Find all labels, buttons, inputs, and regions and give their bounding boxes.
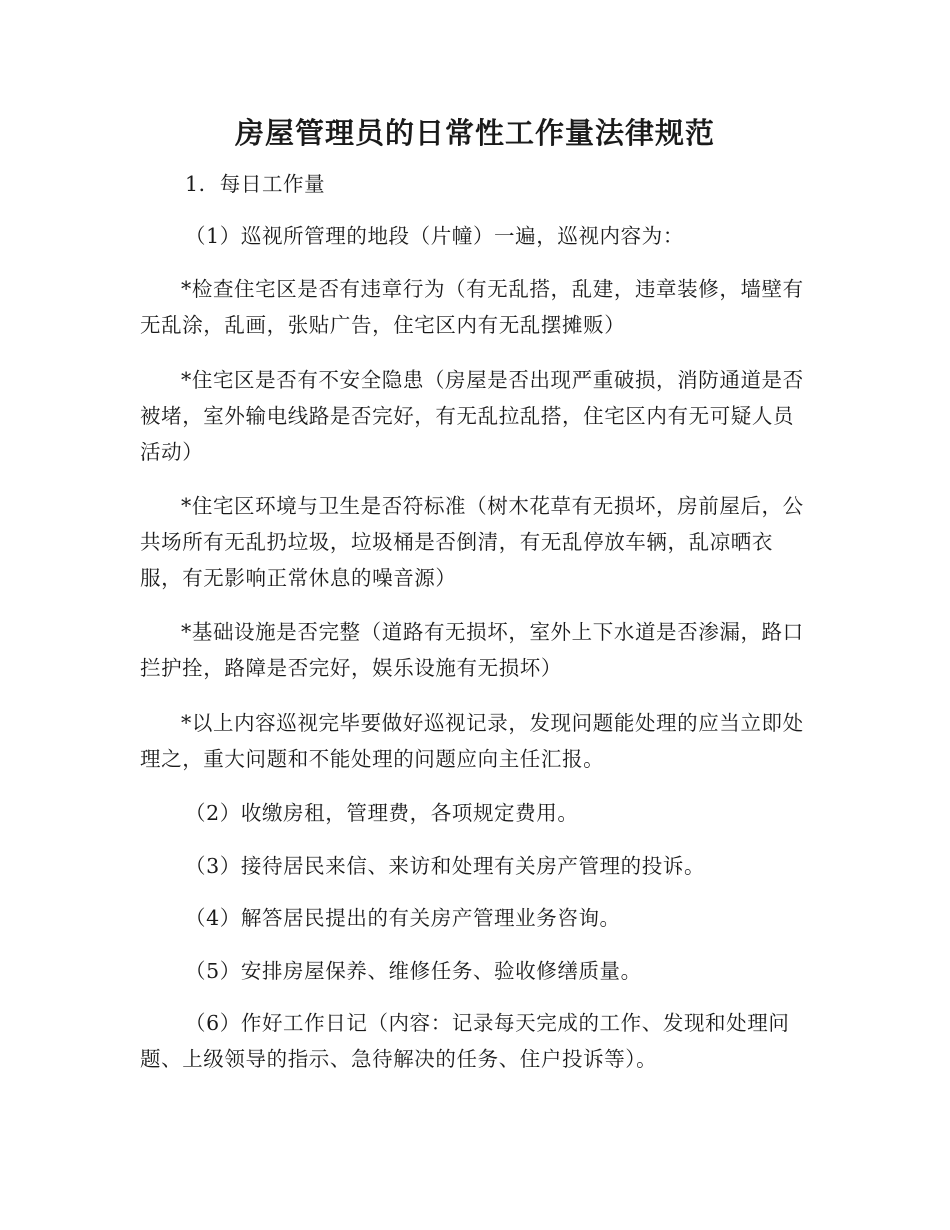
item-3-handle-complaints: （3）接待居民来信、来访和处理有关房产管理的投诉。 [185, 854, 706, 878]
document-title: 房屋管理员的日常性工作量法律规范 [234, 116, 715, 150]
section-heading-daily-workload: 1．每日工作量 [185, 172, 326, 196]
patrol-check-infrastructure: *基础设施是否完整（道路有无损坏，室外上下水道是否渗漏，路口拦护拴，路障是否完好，娱乐设施有无损坏） [140, 620, 804, 680]
item-1-patrol: （1）巡视所管理的地段（片幢）一遍，巡视内容为： [185, 224, 684, 248]
patrol-check-environment-hygiene: *住宅区环境与卫生是否符标准（树木花草有无损坏，房前屋后，公共场所有无乱扔垃圾，垃圾桶是否倒清，有无乱停放车辆，乱凉晒衣服，有无影响正常休息的噪音源） [140, 494, 804, 590]
patrol-check-violations: *检查住宅区是否有违章行为（有无乱搭，乱建，违章装修，墙壁有无乱涂，乱画，张贴广告，住宅区内有无乱摆摊贩） [140, 277, 804, 337]
item-5-arrange-maintenance: （5）安排房屋保养、维修任务、验收修缮质量。 [185, 959, 642, 983]
item-6-work-diary: （6）作好工作日记（内容：记录每天完成的工作、发现和处理问题、上级领导的指示、急待解决的任务、住户投诉等）。 [140, 1011, 790, 1071]
item-4-answer-inquiries: （4）解答居民提出的有关房产管理业务咨询。 [185, 906, 621, 930]
patrol-check-safety-hazards: *住宅区是否有不安全隐患（房屋是否出现严重破损，消防通道是否被堵，室外输电线路是否完好，有无乱拉乱搭，住宅区内有无可疑人员活动） [140, 368, 804, 464]
item-2-collect-fees: （2）收缴房租，管理费，各项规定费用。 [185, 801, 579, 825]
patrol-record-and-report: *以上内容巡视完毕要做好巡视记录，发现问题能处理的应当立即处理之，重大问题和不能处理的问题应向主任汇报。 [140, 711, 804, 771]
